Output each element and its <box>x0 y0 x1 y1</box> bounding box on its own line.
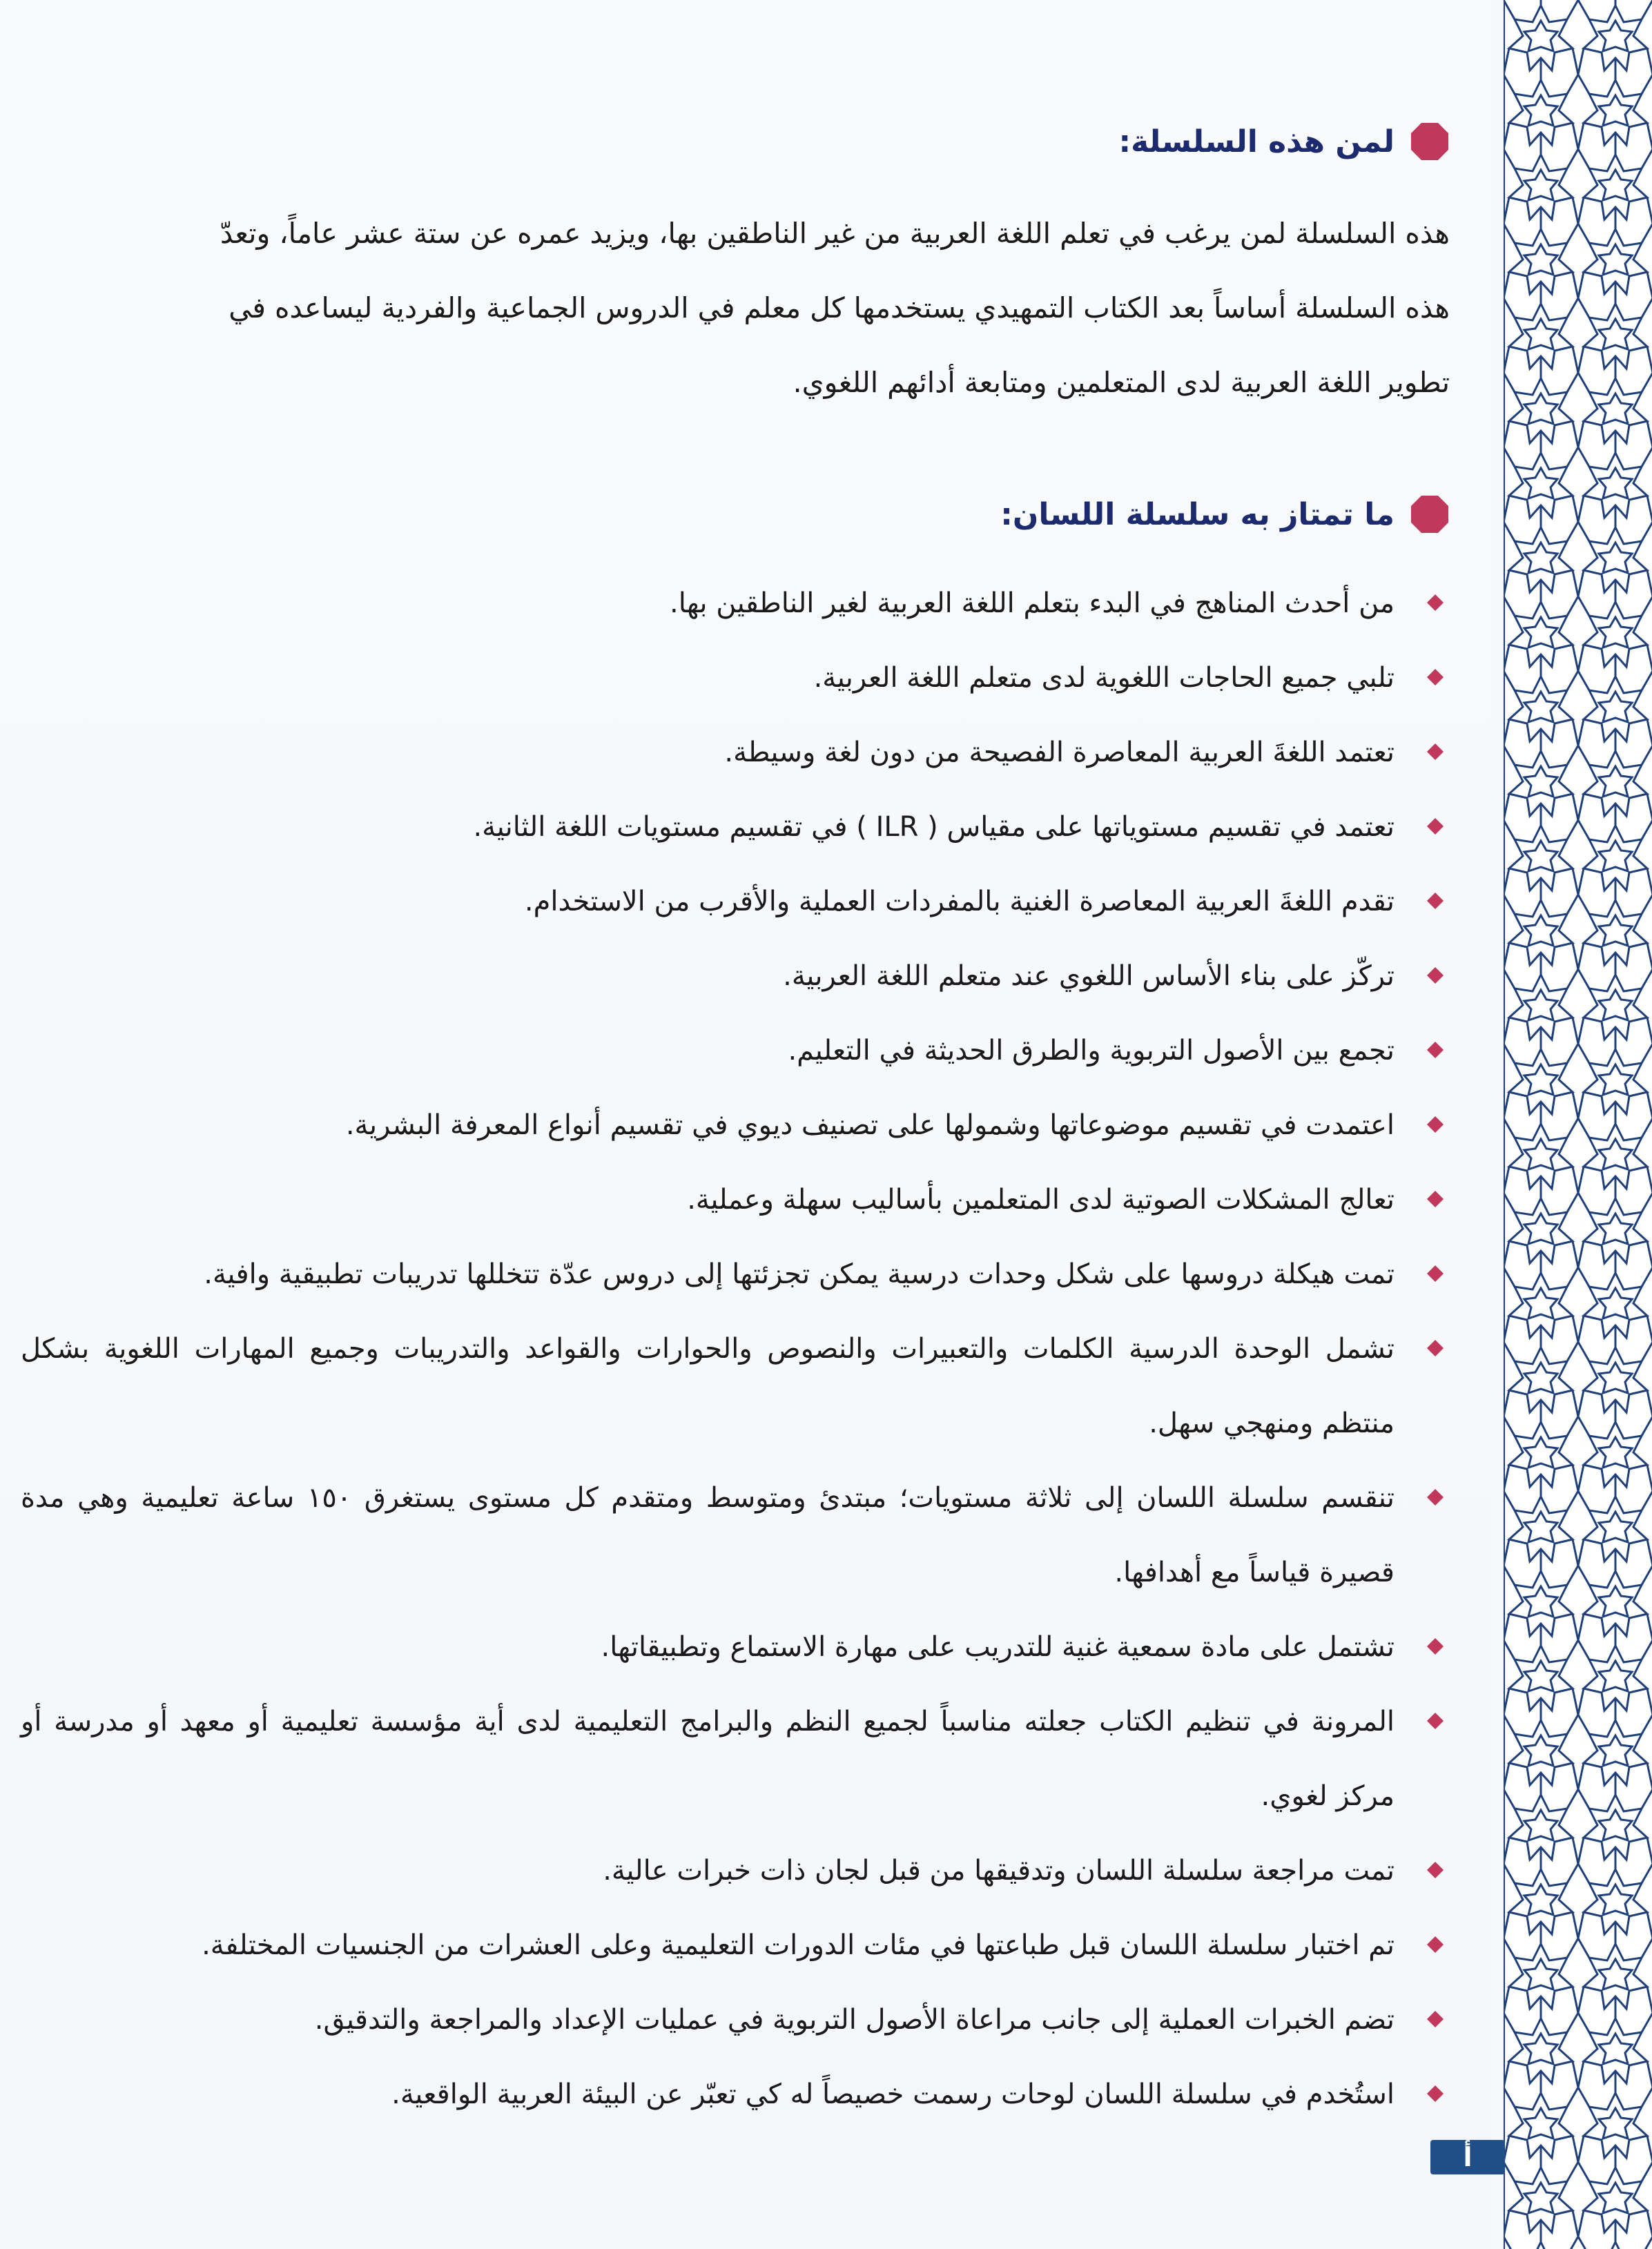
list-item <box>21 1833 1450 1908</box>
diamond-bullet-icon <box>1426 1637 1444 1655</box>
paragraph-line: تطوير اللغة العربية لدى المتعلمين ومتابعة أدائهم اللغوي. <box>793 366 1450 399</box>
list-item-text: تجمع بين الأصول التربوية والطرق الحديثة في التعليم. <box>788 1035 1395 1067</box>
list-item-text: تمت هيكلة دروسها على شكل وحدات درسية يمكن تجزئتها إلى دروس عدّة تتخللها تدريبات تطبيقية وافية. <box>204 1258 1395 1290</box>
list-item <box>21 864 1450 939</box>
diamond-bullet-icon <box>1426 1861 1444 1879</box>
list-item <box>21 1088 1450 1162</box>
geometric-border-ornament <box>1504 0 1652 2249</box>
list-item <box>21 2057 1450 2132</box>
diamond-bullet-icon <box>1426 743 1444 761</box>
list-item-text: استُخدم في سلسلة اللسان لوحات رسمت خصيصاً له كي تعبّر عن البيئة العربية الواقعية. <box>391 2078 1395 2110</box>
list-item-text: اعتمدت في تقسيم موضوعاتها وشمولها على تصنيف ديوي في تقسيم أنواع المعرفة البشرية. <box>345 1109 1395 1141</box>
diamond-bullet-icon <box>1426 1190 1444 1208</box>
list-item <box>21 715 1450 790</box>
section-title: ما تمتاز به سلسلة اللسان: <box>1000 496 1395 532</box>
diamond-bullet-icon <box>1426 1116 1444 1133</box>
list-item <box>21 1013 1450 1088</box>
list-item <box>21 641 1450 715</box>
list-item-text: تشمل الوحدة الدرسية الكلمات والتعبيرات والنصوص والحوارات والقواعد والتدريبات وجميع المهارات اللغوية بشكل منتظم ومنهجي سهل. <box>21 1333 1395 1439</box>
list-item <box>21 1610 1450 1684</box>
list-item-text: من أحدث المناهج في البدء بتعلم اللغة العربية لغير الناطقين بها. <box>670 587 1395 619</box>
diamond-bullet-icon <box>1426 1936 1444 1954</box>
list-item-text: تعالج المشكلات الصوتية لدى المتعلمين بأساليب سهلة وعملية. <box>687 1184 1395 1216</box>
diamond-bullet-icon <box>1426 668 1444 686</box>
list-item <box>21 566 1450 641</box>
list-item-text: تركّز على بناء الأساس اللغوي عند متعلم اللغة العربية. <box>783 960 1395 992</box>
list-item <box>21 1162 1450 1237</box>
list-item-text: تعتمد اللغةَ العربية المعاصرة الفصيحة من دون لغة وسيطة. <box>724 737 1395 768</box>
list-item <box>21 790 1450 864</box>
page-number: أ <box>1430 2140 1505 2174</box>
octagon-marker-icon <box>1410 121 1450 162</box>
page-content <box>21 0 1450 2249</box>
list-item-text: تمت مراجعة سلسلة اللسان وتدقيقها من قبل لجان ذات خبرات عالية. <box>603 1855 1395 1887</box>
list-item <box>21 1461 1450 1610</box>
diamond-bullet-icon <box>1426 892 1444 910</box>
list-item <box>21 1312 1450 1461</box>
features-list <box>21 566 1450 2132</box>
diamond-bullet-icon <box>1426 1488 1444 1506</box>
diamond-bullet-icon <box>1426 1265 1444 1283</box>
list-item-text: تعتمد في تقسيم مستوياتها على مقياس ( ILR ) في تقسيم مستويات اللغة الثانية. <box>473 811 1395 843</box>
list-item <box>21 1237 1450 1312</box>
list-item-text: تضم الخبرات العملية إلى جانب مراعاة الأصول التربوية في عمليات الإعداد والمراجعة والتدقيق. <box>314 2004 1395 2036</box>
list-item-text: المرونة في تنظيم الكتاب جعلته مناسباً لجميع النظم والبرامج التعليمية لدى أية مؤسسة تعليمية أو معهد أو مدرسة أو مركز لغوي. <box>21 1706 1395 1812</box>
section-heading-features <box>1000 494 1450 534</box>
diamond-bullet-icon <box>1426 2085 1444 2103</box>
list-item <box>21 939 1450 1013</box>
diamond-bullet-icon <box>1426 817 1444 835</box>
list-item-text: تقدم اللغةَ العربية المعاصرة الغنية بالمفردات العملية والأقرب من الاستخدام. <box>524 886 1395 917</box>
list-item <box>21 1908 1450 1983</box>
list-item-text: تم اختبار سلسلة اللسان قبل طباعتها في مئات الدورات التعليمية وعلى العشرات من الجنسيات المختلفة. <box>202 1929 1395 1961</box>
list-item <box>21 1684 1450 1833</box>
list-item-text: تشتمل على مادة سمعية غنية للتدريب على مهارة الاستماع وتطبيقاتها. <box>601 1631 1395 1663</box>
diamond-bullet-icon <box>1426 2010 1444 2028</box>
list-item-text: تنقسم سلسلة اللسان إلى ثلاثة مستويات؛ مبتدئ ومتوسط ومتقدم كل مستوى يستغرق ١٥٠ ساعة تعليمية وهي مدة قصيرة قياساً مع أهدافها. <box>21 1482 1395 1588</box>
list-item-text: تلبي جميع الحاجات اللغوية لدى متعلم اللغة العربية. <box>813 662 1395 694</box>
section-heading-audience <box>1118 121 1450 162</box>
section-title: لمن هذه السلسلة: <box>1118 124 1395 159</box>
octagon-marker-icon <box>1410 494 1450 534</box>
paragraph-line: هذه السلسلة أساساً بعد الكتاب التمهيدي يستخدمها كل معلم في الدروس الجماعية والفردية ليساعده في <box>229 291 1450 324</box>
diamond-bullet-icon <box>1426 1712 1444 1730</box>
diamond-bullet-icon <box>1426 966 1444 984</box>
diamond-bullet-icon <box>1426 1339 1444 1357</box>
diamond-bullet-icon <box>1426 594 1444 612</box>
list-item <box>21 1983 1450 2057</box>
diamond-bullet-icon <box>1426 1041 1444 1059</box>
paragraph-line: هذه السلسلة لمن يرغب في تعلم اللغة العربية من غير الناطقين بها، ويزيد عمره عن ستة عشر عاماً، وتعدّ <box>220 217 1450 250</box>
